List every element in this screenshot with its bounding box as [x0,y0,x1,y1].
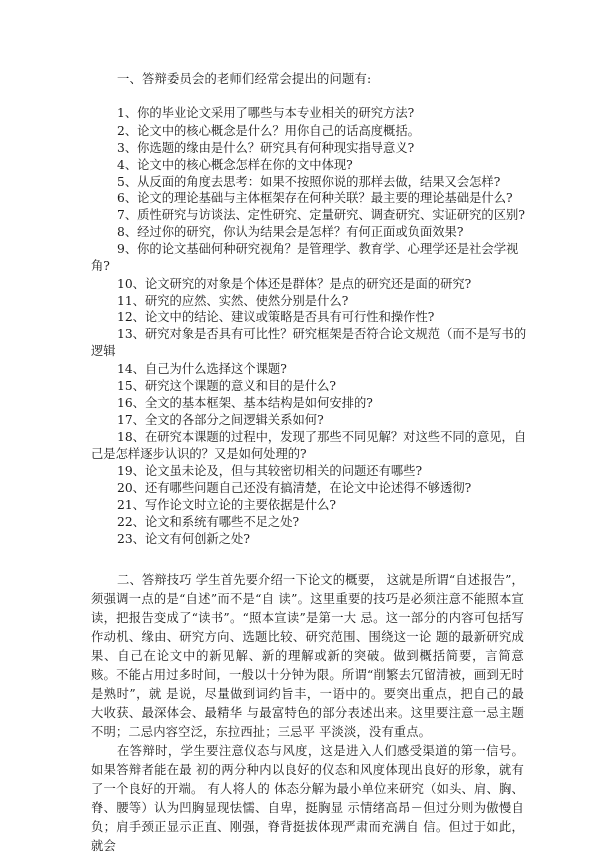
question-12: 12、论文中的结论、建议或策略是否具有可行性和操作性? [117,310,435,324]
section1-title: 一、答辩委员会的老师们经常会提出的问题有: [117,72,372,86]
question-13: 13、研究对象是否具有可比性？研究框架是否符合论文规范（而不是写书的 [117,327,527,341]
section2-paragraph-2: 在答辩时，学生要注意仪态与风度，这是进入人们感受渠道的第一信号。如果答辩者能在最 初的两分种内以良好的仪态和风度体现出良好的形象，就有了一个良好的开端。 有人将人的 体态分解为最小单位来研究（如头、肩、胸、脊、腰等）认为凹胸显现怯懦、自卑，挺胸显 示情绪高昂－但过分则为傲慢自负；肩手颈正显示正直、刚强，脊背挺拔体现严肃而充满自 信。但过于如此，就会 [91,744,524,853]
question-2: 2、论文中的核心概念是什么？用你自己的话高度概括。 [117,124,420,138]
question-3: 3、你选题的缘由是什么？研究具有何种现实指导意义? [117,141,415,155]
question-6: 6、论文的理论基础与主体框架存在何种关联？最主要的理论基础是什么? [117,191,513,205]
question-9-continued: 角? [91,259,110,273]
question-7: 7、质性研究与访谈法、定性研究、定量研究、调查研究、实证研究的区别? [117,208,525,222]
question-17: 17、全文的各部分之间逻辑关系如何? [117,413,324,427]
question-9: 9、你的论文基础何种研究视角？是管理学、教育学、心理学还是社会学视 [117,242,519,256]
question-5: 5、从反面的角度去思考：如果不按照你说的那样去做，结果又会怎样? [117,175,501,189]
question-22: 22、论文和系统有哪些不足之处? [117,515,300,529]
question-21: 21、写作论文时立论的主要依据是什么? [117,498,336,512]
section2-paragraph-1: 二、答辩技巧 学生首先要介绍一下论文的概要， 这就是所谓“自述报告”，须强调一点的是“自述”而不是“自 读”。这里重要的技巧是必须注意不能照本宣读，把报告变成了“读书”。“照本宣读”是第一大 忌。这一部分的内容可包括写作动机、缘由、研究方向、选题比较、研究范围、围绕这一论 题的最新研究成果、自己在论文中的新见解、新的理解或新的突破。做到概括简要，言简意赅。不能占用过多时间，一般以十分钟为限。所谓“削繁去冗留清被，画到无时是熟时”，就 是说，尽量做到词约旨丰，一语中的。要突出重点，把自己的最大收获、最深体会、最精华 与最富特色的部分表述出来。这里要注意一忌主题不明；二忌内容空泛，东拉西扯；三忌平 平淡淡，没有重点。 [91,573,524,739]
question-18: 18、在研究本课题的过程中，发现了那些不同见解？对这些不同的意见，自 [117,430,527,444]
question-15: 15、研究这个课题的意义和目的是什么? [117,379,336,393]
question-16: 16、全文的基本框架、基本结构是如何安排的? [117,396,373,410]
question-4: 4、论文中的核心概念怎样在你的文中体现? [117,158,353,172]
question-14: 14、自己为什么选择这个课题? [117,362,287,376]
question-19: 19、论文虽未论及，但与其较密切相关的问题还有哪些? [117,464,423,478]
question-13-continued: 逻辑 [91,344,116,358]
question-8: 8、经过你的研究，你认为结果会是怎样？有何正面或负面效果? [117,225,464,239]
question-23: 23、论文有何创新之处? [117,532,250,546]
question-18-continued: 己是怎样逐步认识的？又是如何处理的? [91,447,307,461]
question-1: 1、你的毕业论文采用了哪些与本专业相关的研究方法? [117,106,415,120]
question-10: 10、论文研究的对象是个体还是群体？是点的研究还是面的研究? [117,277,472,291]
question-11: 11、研究的应然、实然、使然分别是什么? [117,294,349,308]
question-20: 20、还有哪些问题自己还没有搞清楚，在论文中论述得不够透彻? [117,481,472,495]
